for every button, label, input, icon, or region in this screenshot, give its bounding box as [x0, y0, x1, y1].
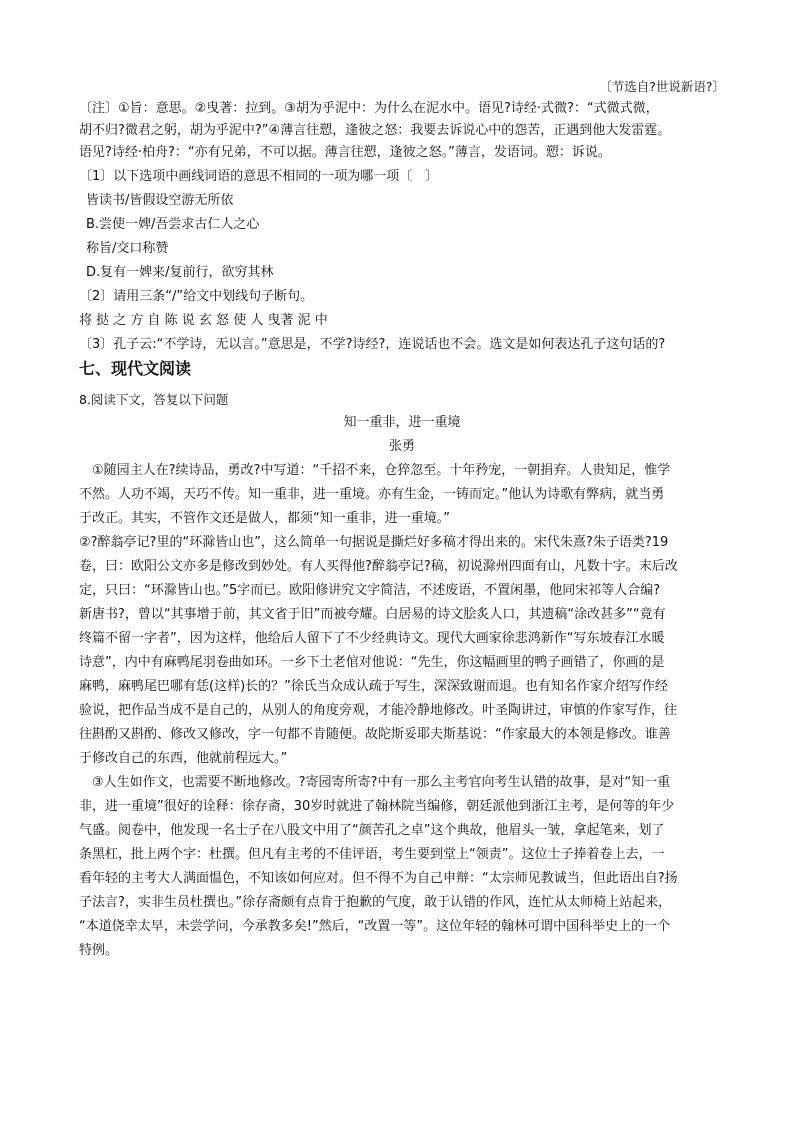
question-1-option: 称旨/交口称赞	[86, 241, 169, 256]
article-line: 定，只曰：“环滁皆山也。”5字而已。欧阳修讲究文字简洁，不述废语，不置闲墨，他同宋祁等人合编?	[79, 583, 661, 598]
article-line: “本道侥幸太早，未尝学问，今承教多矣!”然后，“改置一等”。这位年轻的翰林可谓中国科举史上的一个	[79, 919, 671, 934]
article-line: 新唐书?，曾以“其事增于前，其文省于旧”而被夸耀。白居易的诗文脍炙人口，其遗稿“涂改甚多”“竟有	[79, 607, 666, 622]
question-8-intro: 8.阅读下文，答复以下问题	[79, 392, 229, 407]
article-line: 麻鸭，麻鸭尾巴哪有恁(这样)长的？”徐氏当众成认疏于写生，深深致谢而退。也有知名作家介绍写作经	[79, 679, 668, 694]
article-line: 看年轻的主考大人满面愠色，不知该如何应对。但不得不为自己申辩：“太宗师见教诚当，但此语出自?扬	[79, 871, 678, 886]
article-author: 张勇	[388, 439, 415, 454]
article-line: 条黑杠，批上两个字：杜撰。但凡有主考的不佳评语，考生要到堂上“领责”。这位士子捧着卷上去，一	[79, 847, 665, 862]
article-line: 验说，把作品当成不是自己的，从别人的角度旁观，才能冷静地修改。叶圣陶讲过，审慎的作家写作，往	[79, 703, 678, 718]
article-line: ②?醉翁亭记?里的“环滁皆山也”，这么简单一句据说是撕烂好多稿才得出来的。宋代朱熹?朱子语类?19	[79, 535, 669, 550]
question-1-option: B.尝使一婢/吾尝求古仁人之心	[86, 217, 260, 232]
question-1-stem: 〔1〕以下选项中画线词语的意思不相同的一项为哪一项〔 〕	[79, 169, 439, 184]
article-line: 往斟酌又斟酌、修改又修改，字一句都不肯随便。故陀斯妥耶夫斯基说：“作家最大的本领是修改。谁善	[79, 727, 671, 742]
article-line: 卷，曰：欧阳公文亦多是修改到妙处。有人买得他?醉翁亭记?稿，初说滁州四面有山，凡数十字。末后改	[79, 559, 678, 574]
question-3-stem: 〔3〕孔子云:“不学诗，无以言。”意思是，不学?诗经?，连说话也不会。选文是如何表达孔子这句话的?	[79, 337, 666, 352]
question-2-stem: 〔2〕请用三条“/”给文中划线句子断句。	[79, 289, 314, 304]
question-1-option: 皆读书/皆假设空游无所依	[86, 193, 234, 208]
article-line: 特例。	[79, 943, 119, 958]
article-line: 气盛。阅卷中，他发现一名士子在八股文中用了“颜苦孔之卓”这个典故，他眉头一皱，拿起笔来，划了	[79, 823, 665, 838]
question-1-option: D.复有一婢来/复前行，欲穷其林	[86, 265, 274, 280]
article-line: 于改正。其实，不管作文还是做人，都须“知一重非，进一重境。”	[79, 511, 450, 526]
article-line: 非，进一重境”很好的诠释：徐存斋，30岁时就进了翰林院当编修，朝廷派他到浙江主考，是何等的年少	[79, 799, 675, 814]
article-line: 诗意”，内中有麻鸭尾羽卷曲如环。一乡下土老倌对他说：“先生，你这幅画里的鸭子画错了，你画的是	[79, 655, 665, 670]
note-line: 胡不归?微君之躬，胡为乎泥中?”④薄言往愬，逢彼之怒：我要去诉说心中的怨苦，正遇到他大发雷霆。	[79, 123, 671, 138]
note-line: 〔注〕①旨：意思。②曳著：拉到。③胡为乎泥中：为什么在泥水中。语见?诗经·式微?：“式微式微，	[79, 101, 659, 116]
section-title: 七、现代文阅读	[79, 359, 192, 378]
article-line: ③人生如作文，也需要不断地修改。?寄园寄所寄?中有一那么主考官向考生认错的故事，是对“知一重	[79, 775, 671, 790]
article-line: 不然。人功不竭，天巧不传。知一重非，进一重境。亦有生金，一铸而定。”他认为诗歌有弊病，就当勇	[79, 487, 665, 502]
question-2-sentence: 将 挞 之 方 自 陈 说 玄 怒 使 人 曳著 泥 中	[79, 313, 328, 328]
note-line: 语见?诗经·柏舟?：“亦有兄弟，不可以据。薄言往愬，逢彼之怒。”薄言，发语词。愬：诉说。	[79, 145, 611, 160]
source-note: 〔节选自?世说新语?〕	[599, 79, 725, 94]
article-line: 终篇不留一字者”，因为这样，他给后人留下了不少经典诗文。现代大画家徐悲鸿新作“写东坡春江水暖	[79, 631, 665, 646]
article-line: ①随园主人在?续诗品，勇改?中写道：“千招不来，仓猝忽至。十年矜宠，一朝捐弃。人贵知足，惟学	[79, 463, 671, 478]
article-title: 知一重非，进一重境	[343, 415, 461, 430]
article-line: 于修改自己的东西，他就前程远大。”	[79, 751, 288, 766]
article-line: 子法言?，实非生员杜撰也。”徐存斋颇有点肯于抱歉的气度，敢于认错的作风，连忙从太师椅上站起来，	[79, 895, 672, 910]
